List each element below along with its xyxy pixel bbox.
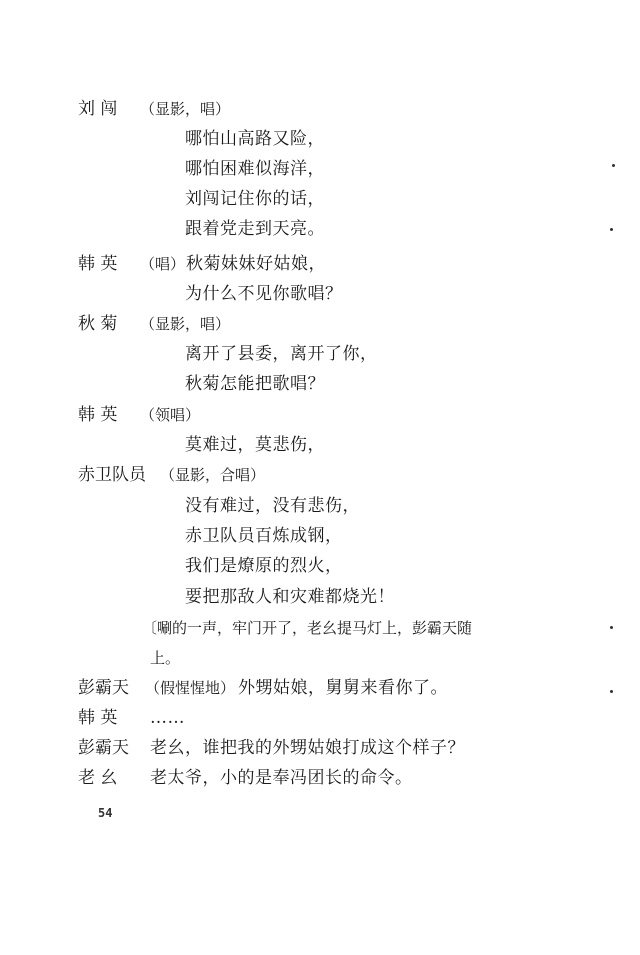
- lyric-line: 离开了县委，离开了你，: [185, 344, 378, 364]
- speaker-label: 老 幺: [78, 768, 118, 788]
- scan-speck: [610, 690, 613, 693]
- speaker-label: 彭霸天: [78, 678, 129, 698]
- dialogue-text: ……: [150, 708, 185, 728]
- speaker-label: 韩 英: [78, 708, 118, 728]
- scan-speck: [612, 164, 615, 167]
- lyric-line: 刘闯记住你的话，: [185, 189, 325, 209]
- stage-direction: （假惺惺地）: [145, 679, 236, 697]
- speaker-label: 韩 英: [78, 405, 118, 425]
- lyric-line: 哪怕困难似海洋，: [185, 159, 325, 179]
- stage-direction: （领唱）: [140, 406, 201, 424]
- stage-direction: （显影，唱）: [140, 315, 231, 333]
- speaker-label: 秋 菊: [78, 314, 118, 334]
- page-number: 54: [98, 806, 113, 820]
- scan-speck: [610, 626, 613, 629]
- lyric-line: 要把那敌人和灾难都烧光！: [185, 587, 395, 607]
- dialogue-text: 外甥姑娘，舅舅来看你了。: [238, 678, 448, 698]
- dialogue-text: 老幺，谁把我的外甥姑娘打成这个样子？: [150, 738, 465, 758]
- lyric-line: 哪怕山高路又险，: [185, 129, 325, 149]
- lyric-line: 没有难过，没有悲伤，: [185, 496, 360, 516]
- lyric-line: 赤卫队员百炼成钢，: [185, 526, 343, 546]
- lyric-line: 跟着党走到天亮。: [185, 219, 325, 239]
- dialogue-text: 老太爷，小的是奉冯团长的命令。: [150, 768, 413, 788]
- stage-direction: （显影，唱）: [140, 100, 231, 118]
- lyric-line: 为什么不见你歌唱？: [185, 284, 343, 304]
- stage-direction-text: 〔唰的一声，牢门开了，老幺提马灯上，彭霸天随: [142, 619, 473, 637]
- lyric-line: 秋菊妹妹好姑娘，: [186, 254, 326, 274]
- stage-direction-text: 上。: [150, 649, 181, 667]
- speaker-label: 刘 闯: [78, 99, 118, 119]
- lyric-line: 秋菊怎能把歌唱？: [185, 374, 325, 394]
- lyric-line: 莫难过，莫悲伤，: [185, 435, 325, 455]
- speaker-label: 韩 英: [78, 254, 118, 274]
- speaker-label: 赤卫队员: [78, 465, 146, 485]
- stage-direction: （显影，合唱）: [160, 466, 266, 484]
- stage-direction: （唱）: [140, 255, 186, 273]
- speaker-label: 彭霸天: [78, 738, 129, 758]
- scan-speck: [610, 228, 613, 231]
- lyric-line: 我们是燎原的烈火，: [185, 556, 343, 576]
